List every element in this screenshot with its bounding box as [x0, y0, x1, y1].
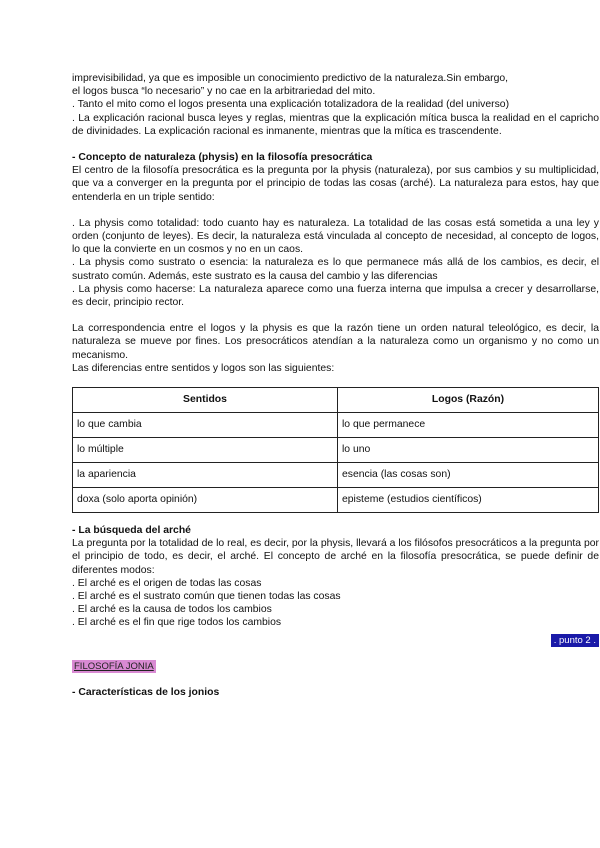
intro-line-4: . La explicación racional busca leyes y reglas, mientras que la explicación mítica busca la realidad en el capricho de divinidades. La explicación racional es inmanente, mientras que la mítica es trascendente.	[72, 112, 599, 137]
table-cell: lo múltiple	[73, 438, 338, 463]
spacer	[72, 138, 599, 151]
intro-line-2: el logos busca “lo necesario” y no cae en la arbitrariedad del mito.	[72, 86, 376, 98]
table-header-sentidos: Sentidos	[73, 388, 338, 413]
physis-item-1: . La physis como totalidad: todo cuanto hay es naturaleza. La totalidad de las cosas está sometida a una ley y orden (conjunto de leyes). Es decir, la naturaleza está vinculada al concepto de necesidad, al concepto de logos, lo que la convierte en un cosmos y no en un caos.	[72, 217, 599, 256]
physis-heading: - Concepto de naturaleza (physis) en la filosofía presocrática	[72, 152, 373, 164]
physis-paragraph-1: El centro de la filosofía presocrática es la pregunta por la physis (naturaleza), por sus cambios y su multiplicidad, que va a converger en la pregunta por el principio de todas las cosas (arché). La naturaleza para estos, hay que entenderla en un triple sentido:	[72, 165, 599, 203]
punto-badge: . punto 2 .	[551, 634, 599, 647]
spacer	[72, 648, 599, 660]
jonia-heading: - Características de los jonios	[72, 686, 220, 698]
table-cell: episteme (estudios científicos)	[338, 488, 599, 513]
section-label-row	[72, 660, 599, 673]
arche-item: . El arché es el fin que rige todos los cambios	[72, 617, 282, 629]
arche-heading: - La búsqueda del arché	[72, 525, 191, 537]
spacer	[72, 673, 599, 686]
physis-item-2: . La physis como sustrato o esencia: la naturaleza es lo que permanece más allá de los cambios, es decir, el sustrato común. Además, este sustrato es la causa del cambio y las diferencias	[72, 257, 599, 282]
table-cell: lo uno	[338, 438, 599, 463]
physis-paragraph-2: La correspondencia entre el logos y la physis es que la razón tiene un orden natural teleológico, es decir, la naturaleza se mueve por fines. Los presocráticos atendían a la naturaleza como un organismo y no como un mecanismo.	[72, 323, 599, 361]
section-label-jonia: FILOSOFÍA JONIA	[74, 660, 154, 672]
table-header-logos: Logos (Razón)	[338, 388, 599, 413]
table-cell: la apariencia	[73, 463, 338, 488]
table-header-row	[73, 388, 599, 413]
comparison-table	[72, 387, 599, 513]
table-row	[73, 488, 599, 513]
spacer	[72, 204, 599, 217]
table-row	[73, 463, 599, 488]
table-row	[73, 438, 599, 463]
table-cell: esencia (las cosas son)	[338, 463, 599, 488]
spacer	[72, 309, 599, 322]
physis-paragraph-3: Las diferencias entre sentidos y logos son las siguientes:	[72, 362, 335, 374]
intro-line-1: imprevisibilidad, ya que es imposible un conocimiento predictivo de la naturaleza.Sin embargo,	[72, 73, 509, 84]
table-cell: lo que permanece	[338, 413, 599, 438]
spacer	[72, 513, 599, 524]
document-page	[72, 72, 599, 699]
table-cell: lo que cambia	[73, 413, 338, 438]
table-cell: doxa (solo aporta opinión)	[73, 488, 338, 513]
arche-paragraph: La pregunta por la totalidad de lo real, es decir, por la physis, llevará a los filósofos presocráticos a la pregunta por el principio de todo, es decir, el arché. El concepto de arché en la filosofía presocrática, se puede definir de diferentes modos:	[72, 538, 599, 576]
arche-item: . El arché es el origen de todas las cosas	[72, 577, 262, 589]
arche-item: . El arché es el sustrato común que tienen todas las cosas	[72, 591, 341, 603]
badge-row	[72, 634, 599, 648]
table-row	[73, 413, 599, 438]
arche-item: . El arché es la causa de todos los cambios	[72, 604, 272, 616]
intro-line-3: . Tanto el mito como el logos presenta una explicación totalizadora de la realidad (del universo)	[72, 99, 510, 111]
physis-item-3: . La physis como hacerse: La naturaleza aparece como una fuerza interna que impulsa a crecer y desarrollarse, es decir, principio rector.	[72, 283, 599, 309]
